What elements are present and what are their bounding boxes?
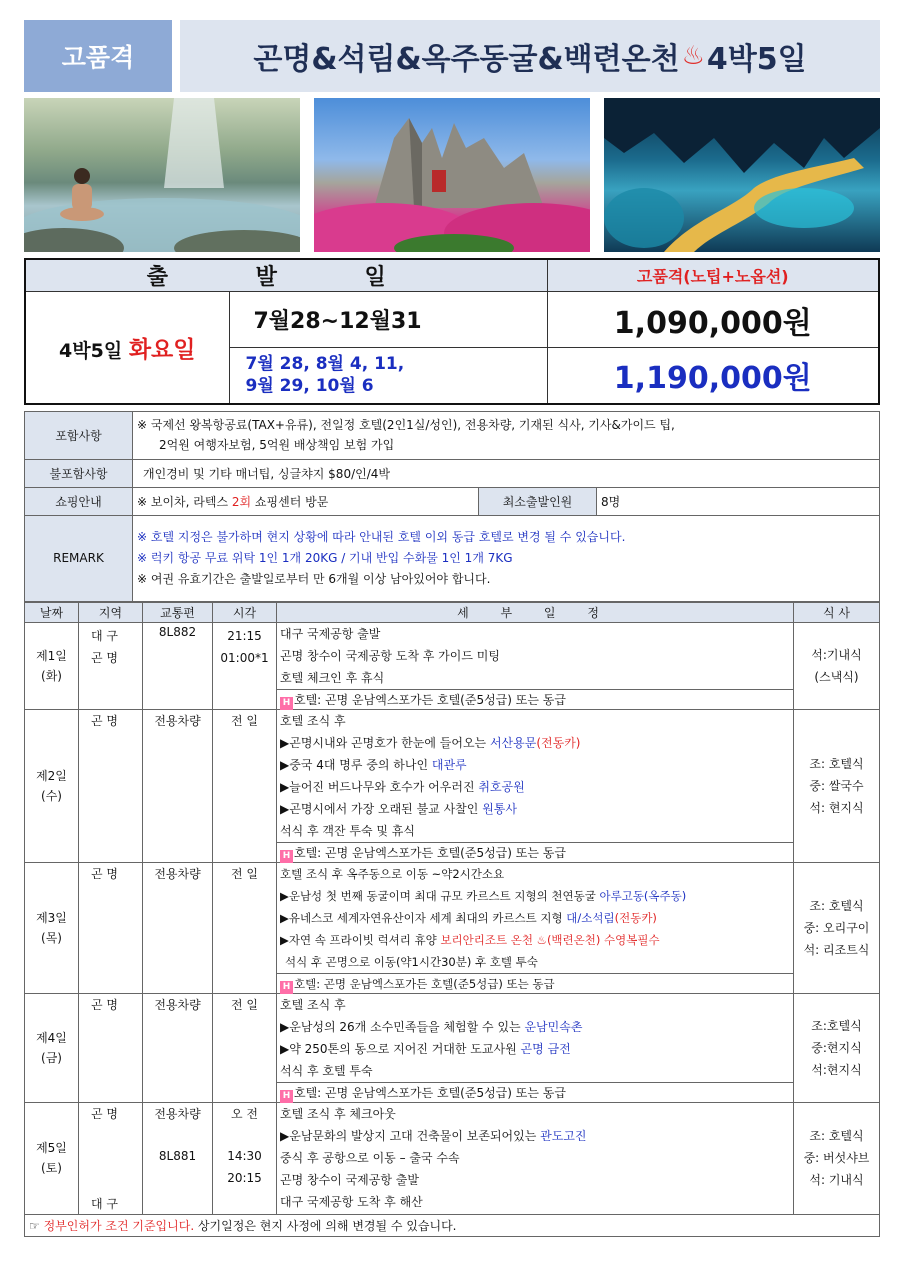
special-dates-line-1: 7월 28, 8월 4, 11, — [245, 354, 405, 375]
region-value: 대 구 — [91, 628, 118, 643]
schedule-line: 석식 후 곤명으로 이동(약1시간30분) 후 호텔 투숙 — [285, 954, 538, 969]
min-label: 최소출발인원 — [479, 487, 597, 515]
exclude-text: 개인경비 및 기타 매너팁, 싱글챠지 $80/인/4박 — [133, 459, 880, 487]
schedule-text: ▶약 250톤의 동으로 지어진 거대한 도교사원 — [280, 1041, 521, 1056]
region-cell — [79, 1102, 143, 1214]
table-row — [25, 993, 880, 1102]
hotel-line — [277, 842, 793, 862]
highlight-note: (백련온천) — [546, 932, 605, 947]
departure-table — [24, 258, 880, 405]
meal-value: 중: 버섯샤브 — [803, 1151, 870, 1165]
meal-value: 조: 호텔식 — [809, 756, 864, 771]
schedule-line — [277, 1016, 793, 1038]
hotel-icon: H — [280, 1090, 293, 1103]
schedule-line: 호텔 조식 후 체크아웃 — [280, 1106, 396, 1121]
itinerary-table — [24, 602, 880, 1215]
title-tail: 4박5일 — [706, 42, 807, 77]
schedule-cell — [277, 862, 794, 993]
pointing-hand-icon: ☞ — [29, 1218, 40, 1233]
special-price: 1,190,000원 — [547, 348, 879, 404]
schedule-line — [277, 1125, 793, 1147]
day-label: 제3일 — [36, 910, 67, 925]
schedule-line: 호텔 조식 후 옥주동으로 이동 ~약2시간소요 — [280, 866, 505, 881]
hotel-icon: H — [280, 850, 293, 863]
schedule-line: 호텔 체크인 후 휴식 — [280, 670, 385, 685]
meal-value: 석: 기내식 — [809, 1173, 864, 1187]
transport-cell: 전용차량 — [143, 862, 213, 993]
schedule-text: ▶운남성의 26개 소수민족들을 체험할 수 있는 — [280, 1019, 525, 1034]
day-label: 제2일 — [36, 768, 67, 783]
time-cell — [213, 1102, 277, 1214]
range-price: 1,090,000원 — [547, 292, 879, 348]
schedule-label: 4박5일 — [59, 339, 123, 362]
highlight-note: (전동카) — [614, 910, 657, 925]
hotel-line — [277, 689, 793, 709]
meal-cell — [794, 862, 880, 993]
tour-flyer — [24, 20, 880, 1237]
time-cell: 전 일 — [213, 993, 277, 1102]
remark-label: REMARK — [25, 515, 133, 601]
day-dow: (화) — [41, 668, 62, 683]
highlight-place: 원통사 — [482, 801, 517, 816]
schedule-line: 호텔 조식 후 — [280, 713, 346, 728]
schedule-line: 대구 국제공항 도착 후 해산 — [280, 1194, 423, 1209]
schedule-line — [277, 732, 793, 754]
schedule-text: ▶유네스코 세계자연유산이자 세계 최대의 카르스트 지형 — [280, 910, 567, 925]
title-main: 곤명&석림&옥주동굴&백련온천 — [253, 42, 680, 77]
schedule-line — [277, 929, 793, 951]
meal-value: 중: 오리구이 — [803, 920, 870, 935]
day-cell — [25, 862, 79, 993]
min-value: 8명 — [597, 487, 880, 515]
schedule-text: ▶운남문화의 발상지 고대 건축물이 보존되어있는 — [280, 1128, 541, 1143]
footer-note — [24, 1215, 880, 1237]
schedule-line: 호텔 조식 후 — [280, 997, 346, 1012]
day-cell — [25, 1102, 79, 1214]
time-cell — [213, 622, 277, 709]
footer-note-red: 정부인허가 조건 기준입니다. — [39, 1218, 195, 1233]
schedule-text: ▶곤명시에서 가장 오래된 불교 사찰인 — [280, 801, 483, 816]
highlight-place: 대/소석림 — [566, 910, 615, 925]
col-transport: 교통편 — [143, 602, 213, 622]
region-cell: 곤 명 — [79, 993, 143, 1102]
hotel-text: 호텔: 곤명 운남엑스포가든 호텔(준5성급) 또는 동급 — [294, 1085, 566, 1100]
remark-line-2: ※ 럭키 항공 무료 위탁 1인 1개 20KG / 기내 반입 수화물 1인 1개 7KG — [137, 550, 513, 565]
highlight-place: 운남민속촌 — [524, 1019, 583, 1034]
day-dow: (토) — [41, 1161, 62, 1175]
day-dow: (금) — [41, 1050, 62, 1065]
schedule-line: 석식 후 객잔 투숙 및 휴식 — [280, 823, 415, 838]
col-region: 지역 — [79, 602, 143, 622]
day-cell — [25, 622, 79, 709]
time-value: 14:30 — [227, 1148, 262, 1163]
special-dates — [229, 348, 547, 404]
exclude-label: 불포함사항 — [25, 459, 133, 487]
schedule-line — [277, 776, 793, 798]
photo-strip — [24, 98, 880, 252]
meal-value: 중:현지식 — [811, 1040, 862, 1055]
meal-value: 석: 리조트식 — [803, 942, 870, 957]
meal-value: 조: 호텔식 — [809, 1129, 864, 1143]
include-line-2: 2억원 여행자보험, 5억원 배상책임 보험 가입 — [159, 438, 395, 452]
schedule-line: 중식 후 공항으로 이동 – 출국 수속 — [280, 1150, 460, 1165]
region-value: 곤 명 — [91, 1106, 118, 1121]
meal-cell — [794, 709, 880, 862]
header — [24, 20, 880, 92]
grade-head: 고품격(노팁+노옵션) — [547, 259, 879, 292]
hotel-line — [277, 973, 793, 993]
hotel-text: 호텔: 곤명 운남엑스포가든 호텔(준5성급) 또는 동급 — [294, 692, 566, 707]
hotel-line — [277, 1082, 793, 1102]
highlight-place: 보리안리조트 온천 — [440, 932, 537, 947]
schedule-text: ▶중국 4대 명루 중의 하나인 — [280, 757, 432, 772]
schedule-line — [277, 754, 793, 776]
include-line-1: ※ 국제선 왕복항공료(TAX+유류), 전일정 호텔(2인1실/성인), 전용차량, 기재된 식사, 기사&가이드 팁, — [137, 418, 675, 432]
col-meal: 식 사 — [794, 602, 880, 622]
schedule-text: ▶자연 속 프라이빗 럭셔리 휴양 — [280, 932, 441, 947]
shop-text-a: ※ 보이차, 라텍스 — [137, 494, 232, 509]
info-table — [24, 411, 880, 602]
meal-cell — [794, 1102, 880, 1214]
meal-value: 조:호텔식 — [811, 1018, 862, 1033]
meal-value: 석:현지식 — [811, 1062, 862, 1077]
schedule-cell — [277, 993, 794, 1102]
remark-line-1: ※ 호텔 지정은 불가하며 현지 상황에 따라 안내된 호텔 이외 동급 호텔로 변경 될 수 있습니다. — [137, 529, 626, 544]
hot-spring-photo — [24, 98, 300, 252]
highlight-place: 취호공원 — [478, 779, 525, 794]
schedule-line: 곤명 창수이 국제공항 출발 — [280, 1172, 419, 1187]
schedule-line — [277, 1038, 793, 1060]
schedule-line: 석식 후 호텔 투숙 — [280, 1063, 373, 1078]
day-label: 제4일 — [36, 1030, 67, 1045]
highlight-note: 수영복필수 — [604, 932, 660, 947]
meal-value: 석:기내식 — [811, 647, 862, 662]
region-value: 대 구 — [91, 1196, 118, 1211]
table-row — [25, 709, 880, 862]
schedule-text: ▶곤명시내와 곤명호가 한눈에 들어오는 — [280, 735, 490, 750]
meal-value: 조: 호텔식 — [809, 898, 864, 913]
time-value: 20:15 — [227, 1170, 262, 1185]
highlight-place: 곤명 금전 — [520, 1041, 571, 1056]
shop-text — [133, 487, 479, 515]
day-label: 제1일 — [36, 648, 67, 663]
footer-note-text: 상기일정은 현지 사정에 의해 변경될 수 있습니다. — [194, 1218, 457, 1233]
day-label: 제5일 — [36, 1141, 67, 1155]
col-time: 시각 — [213, 602, 277, 622]
col-date: 날짜 — [25, 602, 79, 622]
table-row — [25, 862, 880, 993]
weekday-label: 화요일 — [128, 336, 196, 363]
region-value: 곤 명 — [91, 650, 118, 665]
highlight-note: (전동카) — [536, 735, 581, 750]
include-text — [133, 411, 880, 459]
shop-label: 쇼핑안내 — [25, 487, 133, 515]
cave-photo — [604, 98, 880, 252]
transport-value: 8L881 — [158, 1148, 197, 1163]
day-dow: (수) — [41, 788, 62, 803]
stone-forest-photo — [314, 98, 590, 252]
meal-cell — [794, 622, 880, 709]
remark-text — [133, 515, 880, 601]
transport-cell — [143, 1102, 213, 1214]
include-label: 포함사항 — [25, 411, 133, 459]
region-cell: 곤 명 — [79, 709, 143, 862]
transport-cell: 전용차량 — [143, 993, 213, 1102]
schedule-cell — [277, 1102, 794, 1214]
table-row — [25, 1102, 880, 1214]
meal-value: 중: 쌀국수 — [809, 778, 864, 793]
day-cell — [25, 993, 79, 1102]
region-cell — [79, 622, 143, 709]
schedule-cell — [277, 709, 794, 862]
range-dates: 7월28~12월31 — [229, 292, 547, 348]
hotel-icon: H — [280, 697, 293, 710]
schedule-line — [277, 885, 793, 907]
day-cell — [25, 709, 79, 862]
transport-value: 전용차량 — [154, 1106, 201, 1121]
time-value: 01:00*1 — [220, 650, 269, 665]
departure-head: 출 발 일 — [25, 259, 547, 292]
hotel-icon: H — [280, 981, 293, 994]
shop-text-c: 쇼핑센터 방문 — [251, 494, 329, 509]
hotel-text: 호텔: 곤명 운남엑스포가든 호텔(준5성급) 또는 동급 — [294, 976, 555, 991]
day-dow: (목) — [41, 930, 62, 945]
time-value: 21:15 — [227, 628, 262, 643]
hot-spring-icon: ♨ — [681, 41, 705, 71]
time-cell: 전 일 — [213, 709, 277, 862]
meal-value: 석: 현지식 — [809, 800, 864, 815]
schedule-text: ▶운남성 첫 번째 동굴이며 최대 규모 카르스트 지형의 천연동굴 — [280, 888, 600, 903]
schedule-line — [277, 798, 793, 820]
meal-cell — [794, 993, 880, 1102]
hotel-text: 호텔: 곤명 운남엑스포가든 호텔(준5성급) 또는 동급 — [294, 845, 566, 860]
schedule-line — [277, 907, 793, 929]
highlight-place: 관도고진 — [540, 1128, 587, 1143]
page-title — [180, 20, 880, 92]
schedule-text: ▶늘어진 버드나무와 호수가 어우러진 — [280, 779, 479, 794]
time-value: 오 전 — [231, 1106, 258, 1121]
highlight-place: 서산용문 — [489, 735, 537, 750]
table-row — [25, 622, 880, 709]
meal-value: (스낵식) — [814, 669, 859, 684]
schedule-cell — [277, 622, 794, 709]
hot-spring-icon: ♨ — [536, 932, 547, 947]
time-cell: 전 일 — [213, 862, 277, 993]
transport-cell: 8L882 — [143, 622, 213, 709]
region-cell: 곤 명 — [79, 862, 143, 993]
special-dates-line-2: 9월 29, 10월 6 — [245, 376, 374, 397]
remark-line-3: ※ 여권 유효기간은 출발일로부터 만 6개월 이상 남아있어야 합니다. — [137, 571, 491, 586]
highlight-place: 대관루 — [431, 757, 467, 772]
schedule-line: 대구 국제공항 출발 — [280, 626, 381, 641]
shop-count: 2회 — [231, 494, 252, 509]
col-detail: 세 부 일 정 — [277, 602, 794, 622]
schedule-line: 곤명 창수이 국제공항 도착 후 가이드 미팅 — [280, 648, 500, 663]
grade-badge: 고품격 — [24, 20, 172, 92]
highlight-place: 아루고동(옥주동) — [599, 888, 687, 903]
transport-cell: 전용차량 — [143, 709, 213, 862]
weekday-cell — [25, 292, 229, 404]
